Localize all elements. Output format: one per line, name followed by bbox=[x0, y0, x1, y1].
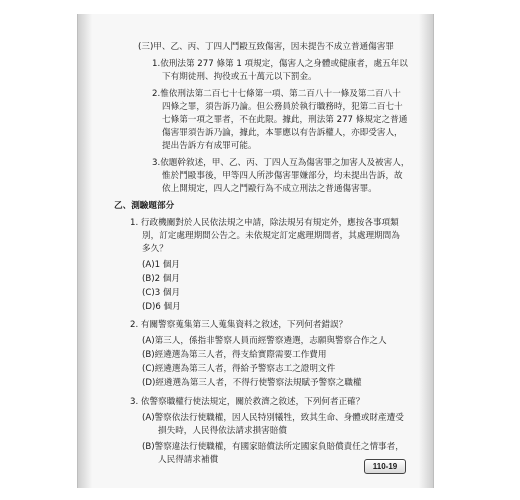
question-2-option-d: (D)經遴選為第三人者，不得行使警察法規賦予警察之職權 bbox=[142, 378, 362, 388]
question-1-option-a: (A)1 個月 bbox=[142, 260, 180, 270]
question-1-line-3: 多久？ bbox=[142, 244, 168, 254]
question-1-option-d: (D)6 個月 bbox=[142, 302, 181, 312]
page-number: 110-19 bbox=[364, 459, 406, 474]
item-2-line-4: 傷害罪須告訴乃論，據此，本罪應以有告訴權人，亦即受害人， bbox=[162, 128, 403, 138]
question-1-line-1: 1. 行政機關對於人民依法規之申請，除法規另有規定外，應按各事項類 bbox=[130, 218, 399, 228]
item-2-line-1: 2.惟依刑法第二百七十七條第一項、第二百八十一條及第二百八十 bbox=[152, 89, 401, 99]
question-2-option-a: (A)第三人，係指非警察人員而經警察遴選，志願與警察合作之人 bbox=[142, 336, 387, 346]
question-1-option-b: (B)2 個月 bbox=[142, 274, 180, 284]
section-b-heading: 乙、測驗題部分 bbox=[114, 201, 175, 211]
question-1-option-c: (C)3 個月 bbox=[142, 288, 181, 298]
section-three-title: (三)甲、乙、丙、丁四人鬥毆互致傷害，因未提告不成立普通傷害罪 bbox=[138, 42, 394, 52]
question-1-line-2: 別，訂定處理期間公告之。未依規定訂定處理期間者，其處理期間為 bbox=[142, 231, 400, 241]
item-3-line-1: 3.依題幹敘述，甲、乙、丙、丁四人互為傷害罪之加害人及被害人， bbox=[152, 158, 410, 168]
question-2-option-c: (C)經遴選為第三人者，得給予警察志工之證明文件 bbox=[142, 364, 336, 374]
item-1-line-2: 下有期徒刑、拘役或五十萬元以下罰金。 bbox=[162, 72, 317, 82]
question-2-option-b: (B)經遴選為第三人者，得支給實際需要工作費用 bbox=[142, 350, 327, 360]
question-3-option-a-line-1: (A)警察依法行使職權，因人民特別犧牲，致其生命、身體或財產遭受 bbox=[142, 413, 404, 423]
question-3-option-b-line-2: 人民得請求補償 bbox=[158, 455, 219, 465]
item-2-line-3: 七條第一項之罪者，不在此限。據此，刑法第 277 條規定之普通 bbox=[162, 115, 408, 125]
question-3-stem: 3. 依警察職權行使法規定，關於救濟之敘述，下列何者正確？ bbox=[130, 397, 365, 407]
item-3-line-3: 依上開規定，四人之鬥毆行為不成立刑法之普通傷害罪。 bbox=[162, 184, 377, 194]
item-2-line-5: 提出告訴方有成罪可能。 bbox=[162, 141, 257, 151]
question-2-stem: 2. 有關警察蒐集第三人蒐集資料之敘述，下列何者錯誤？ bbox=[130, 320, 348, 330]
item-1-line-1: 1.依刑法第 277 條第 1 項規定，傷害人之身體或健康者，處五年以 bbox=[152, 59, 408, 69]
question-3-option-a-line-2: 損失時，人民得依法請求損害賠償 bbox=[158, 426, 287, 436]
item-3-line-2: 惟於鬥毆事後，甲等四人所涉傷害罪嫌部分，均未提出告訴，故 bbox=[162, 171, 403, 181]
question-3-option-b-line-1: (B)警察違法行使職權，有國家賠償法所定國家負賠償責任之情事者， bbox=[142, 442, 404, 452]
item-2-line-2: 四條之罪，須告訴乃論。但公務員於執行職務時，犯第二百七十 bbox=[162, 102, 403, 112]
